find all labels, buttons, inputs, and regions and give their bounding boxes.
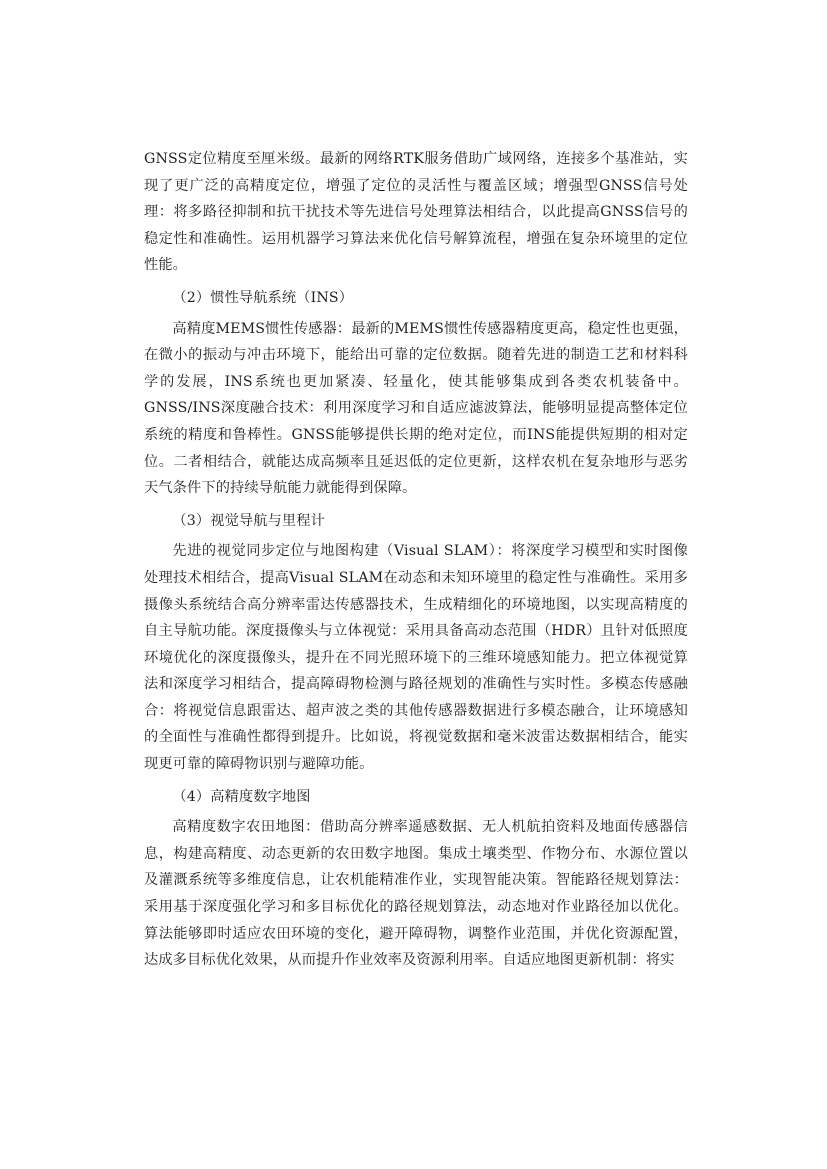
paragraph-digital-map: 高精度数字农田地图：借助高分辨率遥感数据、无人机航拍资料及地面传感器信息，构建高精度、动态更新的农田数字地图。集成土壤类型、作物分布、水源位置以及灌溉系统等多维度信息，让农机能精准作业，实现智能决策。智能路径规划算法：采用基于深度强化学习和多目标优化的路径规划算法，动态地对作业路径加以优化。算法能够即时适应农田环境的变化，避开障碍物，调整作业范围，并优化资源配置，达成多目标优化效果，从而提升作业效率及资源利用率。自适应地图更新机制：将实	[144, 819, 688, 969]
section-heading-digital-map: （4）高精度数字地图	[172, 788, 311, 805]
paragraph-ins: 高精度MEMS惯性传感器：最新的MEMS惯性传感器精度更高，稳定性也更强，在微小的振动与冲击环境下，能给出可靠的定位数据。随着先进的制造工艺和材料科学的发展，INS系统也更加紧凑、轻量化，使其能够集成到各类农机装备中。GNSS/INS深度融合技术：利用深度学习和自适应滤波算法，能够明显提高整体定位系统的精度和鲁棒性。GNSS能够提供长期的绝对定位，而INS能提供短期的相对定位。二者相结合，就能达成高频率且延迟低的定位更新，这样农机在复杂地形与恶劣天气条件下的持续导航能力就能得到保障。	[144, 320, 688, 497]
section-heading-ins: （2）惯性导航系统（INS）	[172, 289, 354, 306]
section-heading-visual-navigation: （3）视觉导航与里程计	[172, 512, 325, 529]
paragraph-gnss-continuation: GNSS定位精度至厘米级。最新的网络RTK服务借助广域网络，连接多个基准站，实现了更广泛的高精度定位，增强了定位的灵活性与覆盖区域；增强型GNSS信号处理：将多路径抑制和抗干扰技术等先进信号处理算法相结合，以此提高GNSS信号的稳定性和准确性。运用机器学习算法来优化信号解算流程，增强在复杂环境里的定位性能。	[144, 151, 688, 274]
document-body	[144, 146, 688, 974]
paragraph-visual-navigation: 先进的视觉同步定位与地图构建（Visual SLAM）：将深度学习模型和实时图像处理技术相结合，提高Visual SLAM在动态和未知环境里的稳定性与准确性。采用多摄像头系统结合高分辨率雷达传感器技术，生成精细化的环境地图，以实现高精度的自主导航功能。深度摄像头与立体视觉：采用具备高动态范围（HDR）且针对低照度环境优化的深度摄像头，提升在不同光照环境下的三维环境感知能力。把立体视觉算法和深度学习相结合，提高障碍物检测与路径规划的准确性与实时性。多模态传感融合：将视觉信息跟雷达、超声波之类的其他传感器数据进行多模态融合，让环境感知的全面性与准确性都得到提升。比如说，将视觉数据和毫米波雷达数据相结合，能实现更可靠的障碍物识别与避障功能。	[144, 543, 688, 773]
